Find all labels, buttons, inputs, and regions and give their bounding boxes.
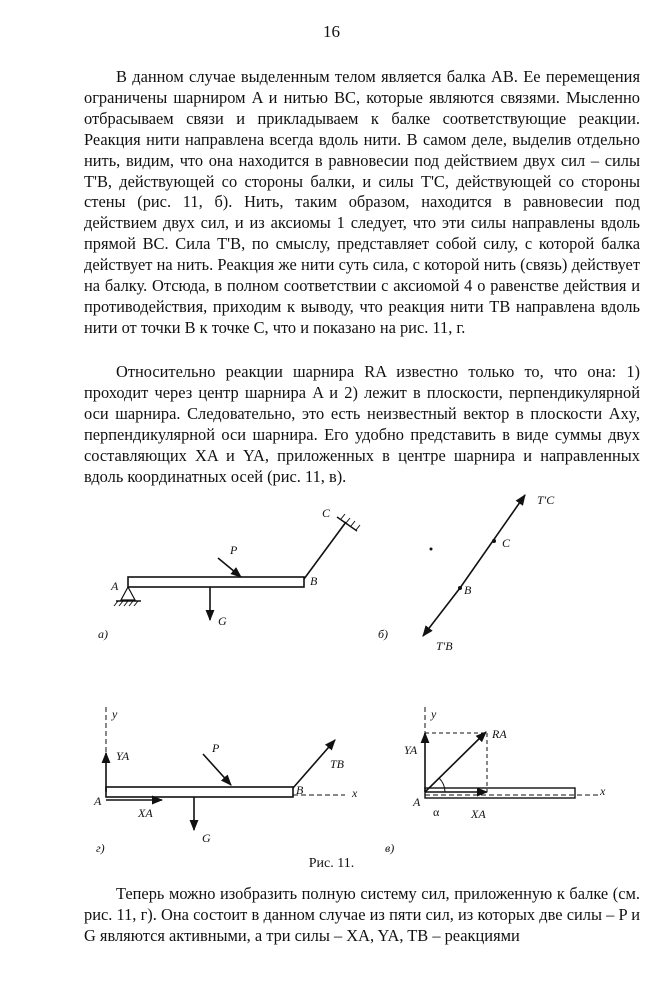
label-v-axis-x: x [600,784,606,798]
label-a-point-a: A [111,579,119,593]
label-b-force-tc: T'C [537,493,555,507]
label-a-force-p: P [230,543,238,557]
label-v-force-ya: YA [404,743,418,757]
label-panel-a: а) [98,627,108,641]
figure-caption: Рис. 11. [308,856,355,871]
label-g-force-ya: YA [116,749,130,763]
label-v-angle: α [433,805,440,819]
label-a-force-g: G [218,614,227,628]
label-a-point-b: B [310,574,318,588]
label-g-point-a: A [94,794,102,808]
figure-11-drawing [0,490,663,890]
force-p-arrow-g [203,754,231,785]
thread-bc [304,522,346,579]
label-g-axis-y: y [112,707,118,721]
angle-arc-v [439,778,445,792]
label-g-force-tb: TB [330,757,345,771]
force-tb-arrow-b [423,588,460,636]
page-number: 16 [323,22,340,41]
label-b-point-c: C [502,536,511,550]
panel-v [385,706,606,855]
force-ra-arrow-v [425,732,486,792]
label-g-point-b: B [296,783,304,797]
label-g-axis-x: x [352,786,358,800]
force-p-arrow-a [218,558,241,577]
label-g-force-g: G [202,831,211,845]
paragraph-3: Теперь можно изобразить полную систему сил, приложенную к балке (см. рис. 11, г). Она состоит в данном случае из пяти сил, из которых две силы – P и G являются активными, а три силы – XA, YA, TB – реакциями [84,884,640,945]
label-v-force-xa: XA [471,807,486,821]
figure-11 [0,490,663,890]
beam-v [425,788,575,798]
beam-a [128,577,304,587]
paragraph-1: В данном случае выделенным телом является балка AB. Ее перемещения ограничены шарниром A и нитью BC, которые являются связями. Мысленно отбрасываем связи и прикладываем к балке соответствующие реакции. Реакция нити направлена всегда вдоль нити. В самом деле, выделив отдельно нить, видим, что она находится в равновесии под действием двух сил – силы T'B, действующей со стороны балки, и силы T'C, действующей со стороны стены (рис. 11, б). Нить, таким образом, находится в равновесии под действием двух сил, и из аксиомы 1 следует, что эти силы направлены вдоль прямой BC. Сила T'B, по смыслу, представляет собой силу, с которой балка действует на нить. Реакция же нити суть сила, с которой нить (связь) действует на балку. Отсюда, в полном соответствии с аксиомой 4 о равенстве действия и противодействия, приходим к выводу, что реакция нити TB направлена вдоль нити от точки B к точке C, что и показано на рис. 11, г. [84,67,640,337]
panel-g [93,706,358,855]
beam-g [106,787,293,797]
label-panel-g: г) [96,841,105,855]
force-tb-arrow-g [293,740,335,788]
paragraph-2: Относительно реакции шарнира RA известно только то, что она: 1) проходит через центр шарнира A и 2) лежит в плоскости, перпендикулярной оси шарнира. Следовательно, это есть неизвестный вектор в плоскости Axy, перпендикулярной оси шарнира. Его удобно представить в виде суммы двух составляющих XA и YA, приложенных в центре шарнира и направленных вдоль координатных осей (рис. 11, в). [84,362,640,486]
label-v-point-a: A [413,795,421,809]
panel-b [378,493,555,653]
label-panel-v: в) [385,841,395,855]
label-v-axis-y: y [431,707,437,721]
label-a-point-c: C [322,506,331,520]
label-b-force-tb: T'B [436,639,453,653]
label-b-point-b: B [464,583,472,597]
label-g-force-xa: XA [138,806,153,820]
label-panel-b: б) [378,627,389,641]
panel-a [98,506,360,641]
label-v-force-ra: RA [492,727,507,741]
hinge-support-a [121,587,135,600]
label-g-force-p: P [212,741,220,755]
